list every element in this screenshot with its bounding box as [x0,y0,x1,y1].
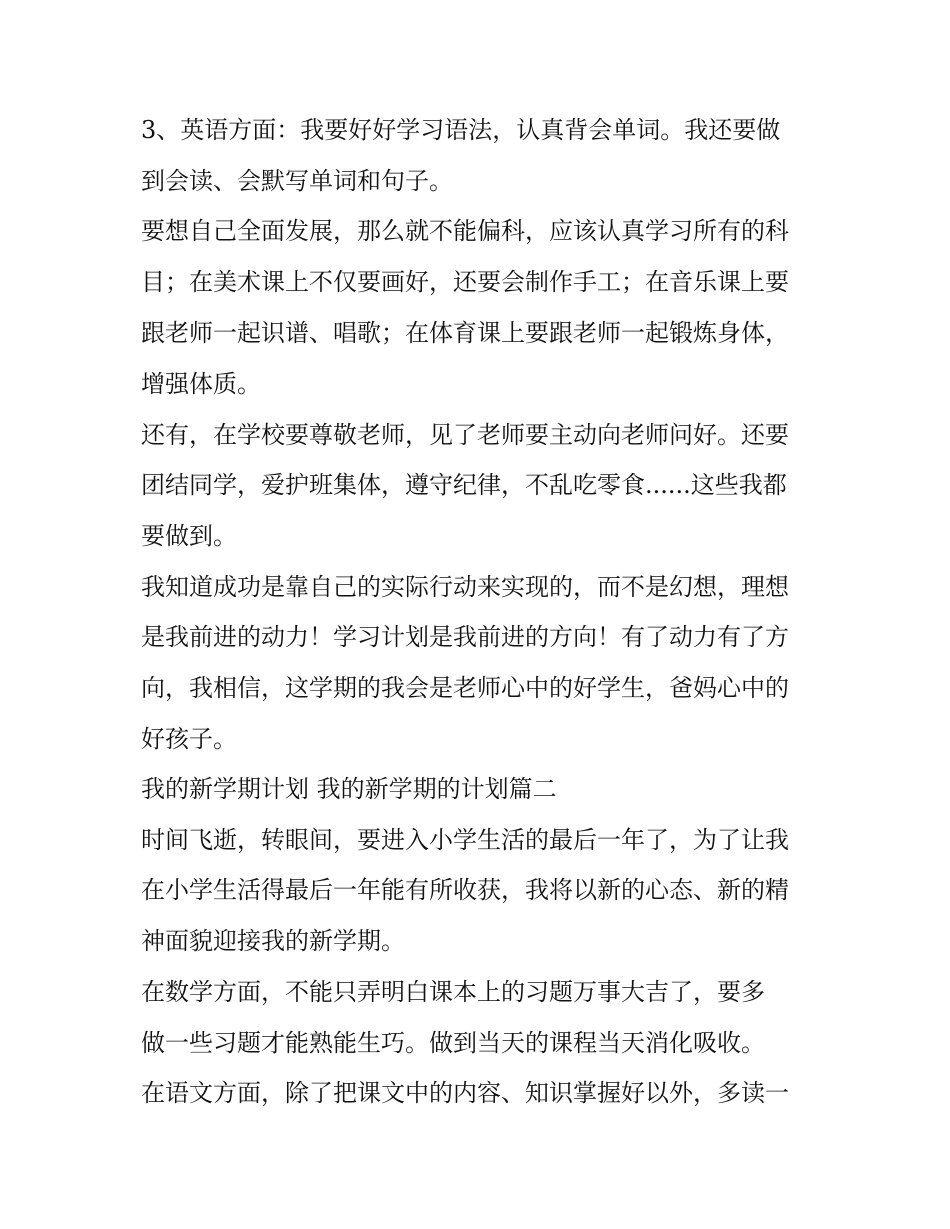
text-line: 时间飞逝，转眼间，要进入小学生活的最后一年了，为了让我 [141,826,789,854]
section-heading: 我的新学期计划 我的新学期的计划篇二 [141,775,557,803]
text-line: 好孩子。 [141,725,237,753]
text-line: 我知道成功是靠自己的实际行动来实现的，而不是幻想，理想 [141,573,789,601]
text-line: 目；在美术课上不仅要画好，还要会制作手工；在音乐课上要 [141,268,789,296]
text-line: 神面貌迎接我的新学期。 [141,927,405,955]
text-line: 向，我相信，这学期的我会是老师心中的好学生，爸妈心中的 [141,674,789,702]
text-line: 是我前进的动力！学习计划是我前进的方向！有了动力有了方 [141,623,789,651]
text-line: 在小学生活得最后一年能有所收获，我将以新的心态、新的精 [141,876,789,904]
text-line: 要做到。 [141,522,237,550]
text-line: 要想自己全面发展，那么就不能偏科，应该认真学习所有的科 [141,217,789,245]
text-line: 跟老师一起识谱、唱歌；在体育课上要跟老师一起锻炼身体， [141,319,789,347]
text-line: 3、英语方面：我要好好学习语法，认真背会单词。我还要做 [141,116,781,144]
text-line: 在语文方面，除了把课文中的内容、知识掌握好以外，多读一 [141,1079,789,1107]
text-line: 做一些习题才能熟能生巧。做到当天的课程当天消化吸收。 [141,1029,765,1057]
text-line: 增强体质。 [141,370,261,398]
text-line: 到会读、会默写单词和句子。 [141,167,453,195]
text-line: 团结同学，爱护班集体，遵守纪律，不乱吃零食......这些我都 [141,471,787,499]
text-line: 在数学方面，不能只弄明白课本上的习题万事大吉了，要多 [141,978,765,1006]
text-line: 还有，在学校要尊敬老师，见了老师要主动向老师问好。还要 [141,421,789,449]
